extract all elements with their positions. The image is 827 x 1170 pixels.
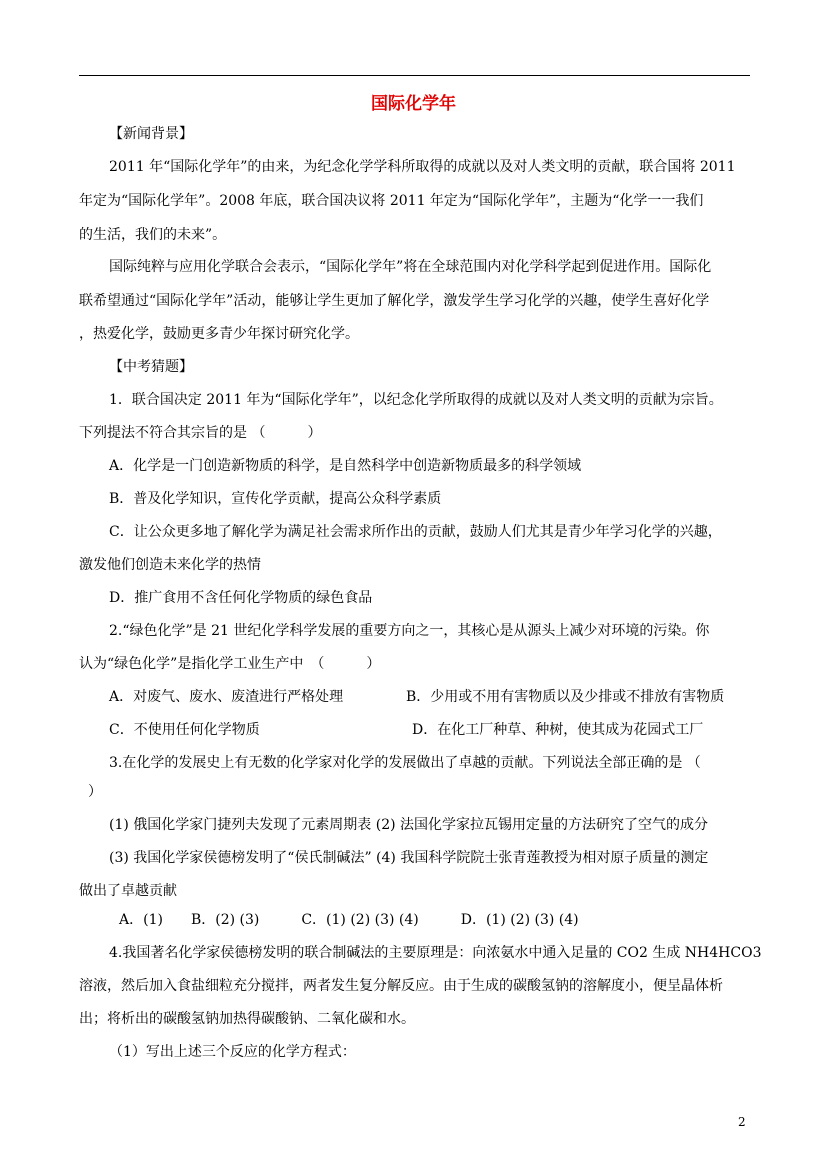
q4-line1: 4.我国著名化学家侯德榜发明的联合制碱法的主要原理是：向浓氨水中通入足量的 CO2 生成 NH4HCO3: [109, 945, 762, 961]
news-p1-line2: 年定为“国际化学年”。2008 年底，联合国决议将 2011 年定为“国际化学年”，主题为“化学一一我们: [79, 193, 704, 209]
exam-heading: 【中考猜题】: [109, 359, 193, 375]
q1-line1: 1．联合国决定 2011 年为“国际化学年”，以纪念化学所取得的成就以及对人类文明的贡献为宗旨。: [109, 392, 723, 408]
page-title: 国际化学年: [371, 94, 456, 114]
q4-line3: 出；将析出的碳酸氢钠加热得碳酸钠、二氧化碳和水。: [79, 1011, 415, 1027]
q1-option-d: D．推广食用不含任何化学物质的绿色食品: [109, 590, 373, 606]
news-p2-line1: 国际纯粹与应用化学联合会表示，“国际化学年”将在全球范围内对化学科学起到促进作用。国际化: [109, 259, 712, 275]
q3-statement-1: (1) 俄国化学家门捷列夫发现了元素周期表 (2) 法国化学家拉瓦锡用定量的方法研究了空气的成分: [109, 817, 709, 833]
q2-option-a: A．对废气、废水、废渣进行严格处理: [109, 689, 344, 705]
q3-options: A．(1) B．(2) (3) C．(1) (2) (3) (4) D．(1) (2) (3) (4): [119, 912, 579, 928]
q1-option-c-line1: C．让公众更多地了解化学为满足社会需求所作出的贡献，鼓励人们尤其是青少年学习化学的兴趣，: [109, 524, 722, 540]
q2-option-d: D．在化工厂种草、种树，使其成为花园式工厂: [412, 722, 704, 738]
q1-line2: 下列提法不符合其宗旨的是 （ ）: [79, 425, 322, 441]
page-number: 2: [738, 1115, 746, 1129]
q2-option-b: B．少用或不用有害物质以及少排或不排放有害物质: [406, 689, 725, 705]
news-p1-line3: 的生活，我们的未来”。: [79, 227, 227, 243]
q3-statement-2-line1: (3) 我国化学家侯德榜发明了“侯氏制碱法” (4) 我国科学院院士张青莲教授为相对原子质量的测定: [109, 850, 709, 866]
q4-subquestion-1: （1）写出上述三个反应的化学方程式：: [109, 1044, 356, 1060]
news-heading: 【新闻背景】: [109, 126, 193, 142]
q2-option-c: C．不使用任何化学物质: [109, 722, 260, 738]
q2-line2: 认为“绿色化学”是指化学工业生产中 （ ）: [79, 656, 381, 672]
q1-option-a: A．化学是一门创造新物质的科学，是自然科学中创造新物质最多的科学领域: [109, 458, 582, 474]
news-p2-line3: ，热爱化学，鼓励更多青少年探讨研究化学。: [79, 326, 359, 342]
q3-line1: 3.在化学的发展史上有无数的化学家对化学的发展做出了卓越的贡献。下列说法全部正确的是 （: [109, 755, 701, 771]
header-rule: [79, 75, 750, 76]
news-p1-line1: 2011 年“国际化学年”的由来，为纪念化学学科所取得的成就以及对人类文明的贡献，联合国将 2011: [109, 159, 736, 175]
q4-line2: 溶液，然后加入食盐细粒充分搅拌，两者发生复分解反应。由于生成的碳酸氢钠的溶解度小，便呈晶体析: [79, 978, 723, 994]
q3-statement-2-line2: 做出了卓越贡献: [79, 883, 177, 899]
q3-line2: ）: [88, 784, 102, 800]
q1-option-c-line2: 激发他们创造未来化学的热情: [79, 557, 261, 573]
news-p2-line2: 联希望通过“国际化学年”活动，能够让学生更加了解化学，激发学生学习化学的兴趣，使学生喜好化学: [79, 293, 710, 309]
q1-option-b: B．普及化学知识，宣传化学贡献，提高公众科学素质: [109, 491, 442, 507]
q2-line1: 2.“绿色化学”是 21 世纪化学科学发展的重要方向之一，其核心是从源头上减少对环境的污染。你: [109, 623, 710, 639]
